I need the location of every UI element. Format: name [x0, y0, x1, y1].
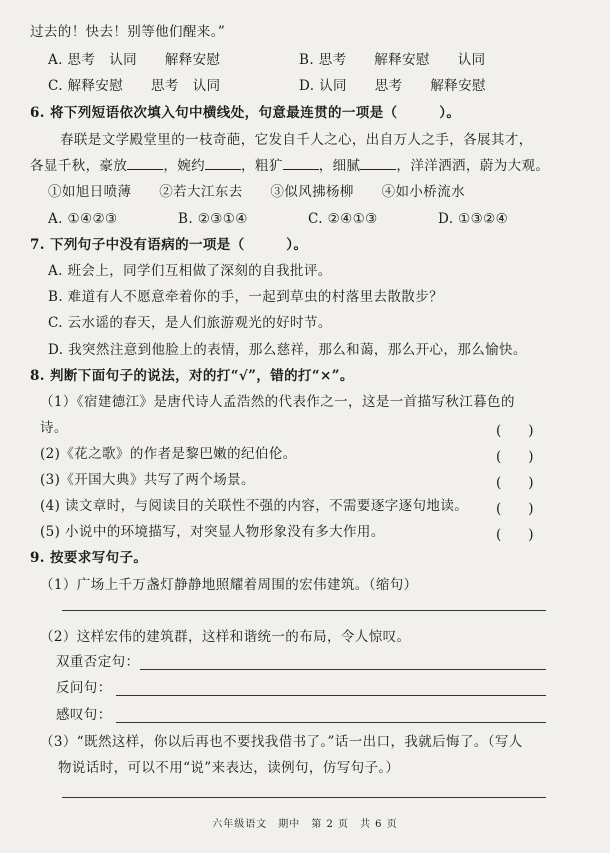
q9-double-negative-line — [140, 669, 546, 670]
q8-item-1: （1）《宿建德江》是唐代诗人孟浩然的代表作之一，这是一首描写秋江暮色的 — [40, 394, 515, 410]
q8-item-2: (2)《花之歌》的作者是黎巴嫩的纪伯伦。 — [40, 446, 297, 462]
page-footer: 六年级语文 期中 第 2 页 共 6 页 — [212, 819, 398, 830]
q6-option-d: D. ①③②④ — [438, 211, 509, 227]
q9-exclamation-label: 感叹句： — [56, 707, 112, 723]
q8-item-1-cont: 诗。 — [40, 420, 68, 436]
q7-stem: 7. 下列句子中没有语病的一项是（ ）。 — [30, 237, 308, 253]
q7-option-a: A. 班会上，同学们互相做了深刻的自我批评。 — [48, 263, 332, 279]
q5-option-a: A. 思考 认同 解释安慰 — [48, 52, 221, 68]
q8-answer-bracket-5: ( ) — [496, 527, 534, 543]
q8-answer-bracket-2: ( ) — [496, 449, 534, 465]
q6-phrases: ①如旭日喷薄 ②若大江东去 ③似风拂杨柳 ④如小桥流水 — [48, 184, 465, 200]
q9-double-negative-label: 双重否定句： — [56, 654, 140, 670]
q9-answer-line-3 — [62, 797, 546, 798]
q6-option-c: C. ②④①③ — [308, 211, 378, 227]
q8-item-4: (4) 读文章时，与阅读目的关联性不强的内容，不需要逐字逐句地读。 — [40, 498, 469, 514]
q6-option-a: A. ①④②③ — [48, 211, 118, 227]
q8-answer-bracket-4: ( ) — [496, 501, 534, 517]
q5-option-d: D. 认同 思考 解释安慰 — [299, 78, 486, 94]
q6-option-b: B. ②③①④ — [178, 211, 248, 227]
q9-rhetorical-label: 反问句： — [56, 680, 112, 696]
q9-part2: （2）这样宏伟的建筑群，这样和谐统一的布局，令人惊叹。 — [40, 629, 411, 645]
q6-blank-4 — [360, 157, 396, 170]
q9-answer-line-1 — [62, 610, 546, 611]
q9-part3-line2: 物说话时，可以不用“说”来表达，读例句，仿写句子。） — [58, 760, 400, 776]
q8-item-3: (3)《开国大典》共写了两个场景。 — [40, 472, 255, 488]
q7-option-d: D. 我突然注意到他脸上的表情，那么慈祥，那么和蔼，那么开心，那么愉快。 — [48, 342, 527, 358]
q9-part3-line1: （3）“既然这样，你以后再也不要找我借书了。”话一出口，我就后悔了。（写人 — [40, 734, 523, 750]
q8-answer-bracket-3: ( ) — [496, 475, 534, 491]
q7-option-b: B. 难道有人不愿意牵着你的手，一起到草虫的村落里去散散步？ — [48, 289, 444, 305]
q5-option-b: B. 思考 解释安慰 认同 — [299, 52, 486, 68]
q9-exclamation-line — [116, 722, 546, 723]
q6-blank-3 — [283, 157, 319, 170]
q8-item-5: (5) 小说中的环境描写，对突显人物形象没有多大作用。 — [40, 524, 385, 540]
q6-passage-line2: 各显千秋，豪放 ，婉约 ，粗犷 ，细腻 ，洋洋洒洒，蔚为大观。 — [30, 158, 550, 174]
q9-part1: （1）广场上千万盏灯静静地照耀着周围的宏伟建筑。（缩句） — [40, 577, 418, 593]
q6-passage-line1: 春联是文学殿堂里的一枝奇葩，它发自千人之心，出自万人之手，各展其才， — [60, 132, 533, 148]
q9-stem: 9. 按要求写句子。 — [30, 550, 148, 566]
q9-rhetorical-line — [116, 695, 546, 696]
q6-blank-2 — [205, 157, 241, 170]
q6-stem: 6. 将下列短语依次填入句中横线处，句意最连贯的一项是（ ）。 — [30, 105, 461, 121]
q5-stem-tail: 过去的！快去！别等他们醒来。” — [30, 24, 226, 40]
q7-option-c: C. 云水谣的春天，是人们旅游观光的好时节。 — [48, 315, 332, 331]
q8-stem: 8. 判断下面句子的说法，对的打“√”，错的打“×”。 — [30, 368, 354, 384]
q5-option-c: C. 解释安慰 思考 认同 — [48, 78, 221, 94]
q6-blank-1 — [127, 157, 163, 170]
q8-answer-bracket-1: ( ) — [496, 423, 534, 439]
